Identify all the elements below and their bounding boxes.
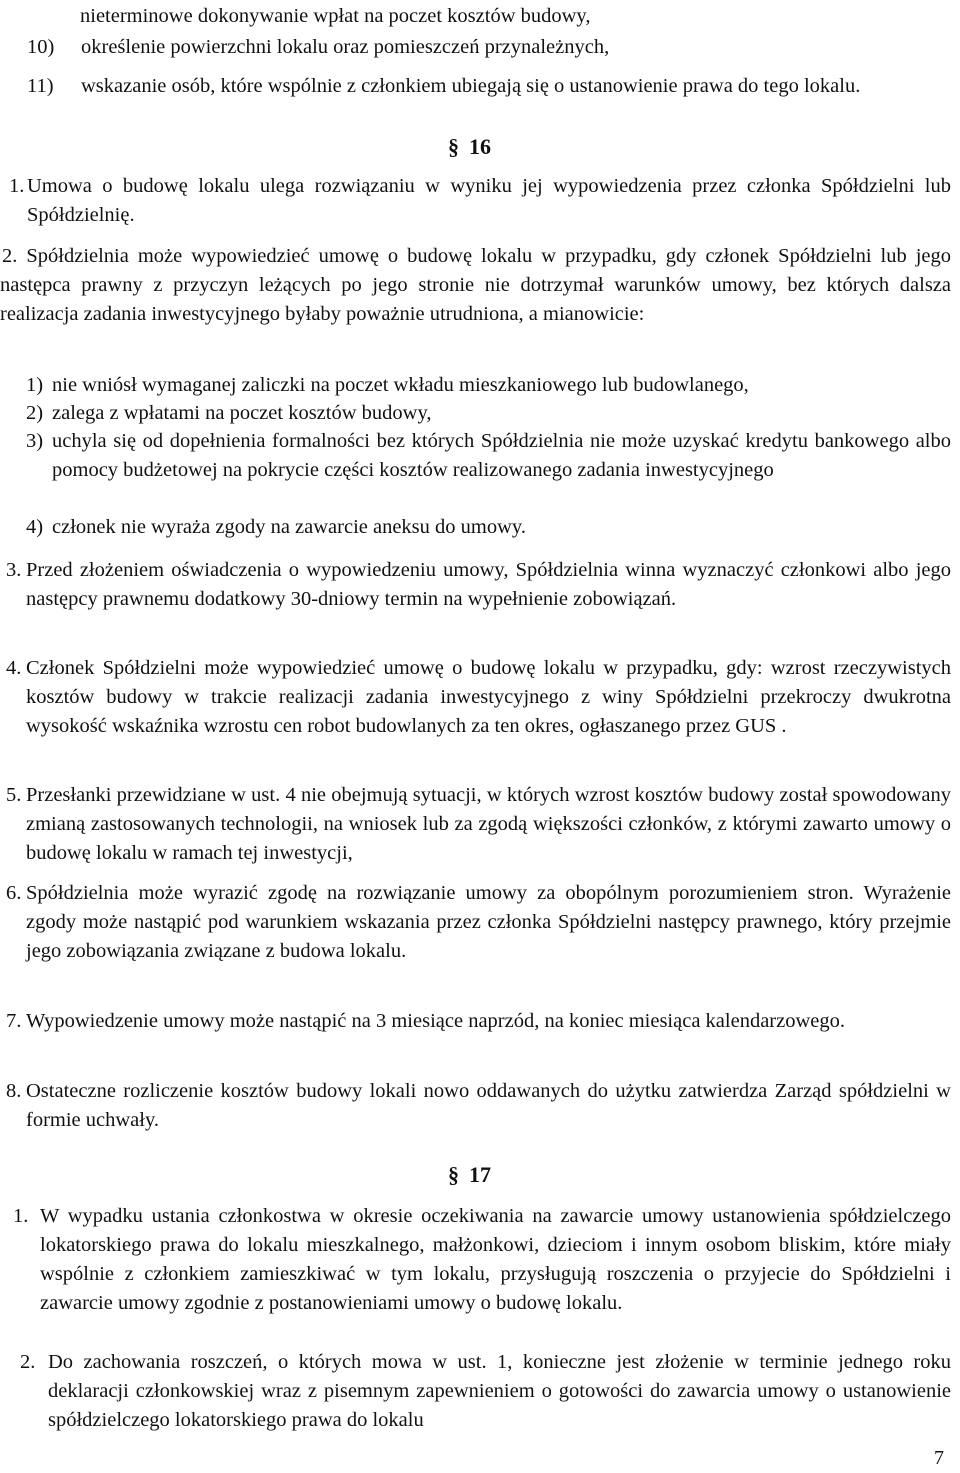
paragraph-16-4 <box>6 654 951 741</box>
paragraph-text <box>0 242 951 329</box>
paragraph-number: 2. <box>20 1351 36 1373</box>
page-number: 7 <box>934 1447 944 1469</box>
paragraph-text: Ostateczne rozliczenie kosztów budowy lokali nowo oddawanych do użytku zatwierdza Zarząd spółdzielni w formie uchwały. <box>26 1080 951 1131</box>
paragraph-number: 5. <box>6 784 22 806</box>
section-number: 16 <box>469 134 491 159</box>
sub-item-number: 4) <box>26 516 44 538</box>
sub-item-text: zalega z wpłatami na poczet kosztów budowy, <box>52 402 432 424</box>
paragraph-number: 8. <box>6 1080 22 1102</box>
paragraph-number: 6. <box>6 882 22 904</box>
list-item-9-continuation: nieterminowe dokonywanie wpłat na poczet kosztów budowy, <box>80 5 591 27</box>
sub-item-4 <box>26 513 951 542</box>
section-heading-17 <box>448 1160 491 1189</box>
list-number: 10) <box>27 36 55 58</box>
paragraph-body: Spółdzielnia może wypowiedzieć umowę o budowę lokalu w przypadku, gdy członek Spółdzielni lub jego następca prawny z przyczyn leżących po jego stronie nie dotrzymał warunków umowy, bez których dalsza realizacja zadania inwestycyjnego byłaby poważnie utrudniona, a mianowicie: <box>0 245 952 325</box>
sub-item-text: uchyla się od dopełnienia formalności bez których Spółdzielnia nie może uzyskać kredytu bankowego albo pomocy budżetowej na pokrycie części kosztów realizowanego zadania inwestycyjnego <box>52 430 951 481</box>
list-item-11 <box>27 72 951 101</box>
sub-item-text: członek nie wyraża zgody na zawarcie aneksu do umowy. <box>52 516 526 538</box>
sub-item-3 <box>26 427 951 485</box>
section-number: 17 <box>469 1162 491 1187</box>
paragraph-number: 1. <box>13 1205 29 1227</box>
paragraph-text: Spółdzielnia może wyrazić zgodę na rozwiązanie umowy za obopólnym porozumieniem stron. Wyrażenie zgody może nastąpić pod warunkiem wskazania przez członka Spółdzielni następcy prawnego, który przejmie jego zobowiązania związane z budowa lokalu. <box>26 882 951 962</box>
sub-item-number: 3) <box>26 430 44 452</box>
paragraph-text: Przesłanki przewidziane w ust. 4 nie obejmują sytuacji, w których wzrost kosztów budowy został spowodowany zmianą zastosowanych technologii, na wniosek lub za zgodą większości członków, z którymi zawarto umowy o budowę lokalu w ramach tej inwestycji, <box>26 784 951 864</box>
paragraph-number: 3. <box>6 559 22 581</box>
section-symbol: § <box>448 1162 459 1187</box>
paragraph-16-2 <box>0 242 951 329</box>
paragraph-16-3 <box>6 556 951 614</box>
paragraph-text: Wypowiedzenie umowy może nastąpić na 3 miesiące naprzód, na koniec miesiąca kalendarzowego. <box>26 1010 845 1032</box>
paragraph-text: W wypadku ustania członkostwa w okresie oczekiwania na zawarcie umowy ustanowienia spółdzielczego lokatorskiego prawa do lokalu mieszkalnego, małżonkowi, dzieciom i innym osobom bliskim, które miały wspólnie z członkiem zamieszkiwać w tym lokalu, przysługują roszczenia o przyjecie do Spółdzielni i zawarcie umowy zgodnie z postanowieniami umowy o budowę lokalu. <box>40 1205 951 1314</box>
paragraph-number: 1. <box>9 175 25 197</box>
paragraph-16-5 <box>6 781 951 868</box>
paragraph-number: 4. <box>6 657 22 679</box>
sub-item-number: 1) <box>26 374 44 396</box>
paragraph-17-2 <box>20 1348 951 1435</box>
paragraph-16-8 <box>6 1077 951 1135</box>
sub-item-2 <box>26 399 951 428</box>
sub-item-number: 2) <box>26 402 44 424</box>
paragraph-text: Umowa o budowę lokalu ulega rozwiązaniu w wyniku jej wypowiedzenia przez członka Spółdzielni lub Spółdzielnię. <box>27 175 951 226</box>
sub-item-1 <box>26 371 951 400</box>
paragraph-16-6 <box>6 879 951 966</box>
paragraph-17-1 <box>13 1202 951 1318</box>
list-item-10 <box>27 33 951 62</box>
section-symbol: § <box>448 134 459 159</box>
list-text: określenie powierzchni lokalu oraz pomieszczeń przynależnych, <box>81 36 610 58</box>
sub-item-text: nie wniósł wymaganej zaliczki na poczet wkładu mieszkaniowego lub budowlanego, <box>52 374 749 396</box>
paragraph-text: Przed złożeniem oświadczenia o wypowiedzeniu umowy, Spółdzielnia winna wyznaczyć członkowi albo jego następcy prawnemu dodatkowy 30-dniowy termin na wypełnienie zobowiązań. <box>26 559 951 610</box>
paragraph-number: 7. <box>6 1010 22 1032</box>
paragraph-text: Do zachowania roszczeń, o których mowa w ust. 1, konieczne jest złożenie w terminie jednego roku deklaracji członkowskiej wraz z pisemnym zapewnieniem o gotowości do zawarcia umowy o ustanowienie spółdzielczego lokatorskiego prawa do lokalu <box>48 1351 951 1431</box>
section-heading-16 <box>448 132 491 161</box>
paragraph-16-7 <box>6 1007 951 1036</box>
paragraph-16-1 <box>9 172 951 230</box>
paragraph-text: Członek Spółdzielni może wypowiedzieć umowę o budowę lokalu w przypadku, gdy: wzrost rzeczywistych kosztów budowy w trakcie realizacji zadania inwestycyjnego z winy Spółdzielni przekroczy dwukrotna wysokość wskaźnika wzrostu cen robot budowlanych za ten okres, ogłaszanego przez GUS . <box>26 657 951 737</box>
list-text: wskazanie osób, które wspólnie z członkiem ubiegają się o ustanowienie prawa do tego lokalu. <box>81 75 861 97</box>
list-number: 11) <box>27 75 54 97</box>
paragraph-number: 2. <box>2 245 18 267</box>
